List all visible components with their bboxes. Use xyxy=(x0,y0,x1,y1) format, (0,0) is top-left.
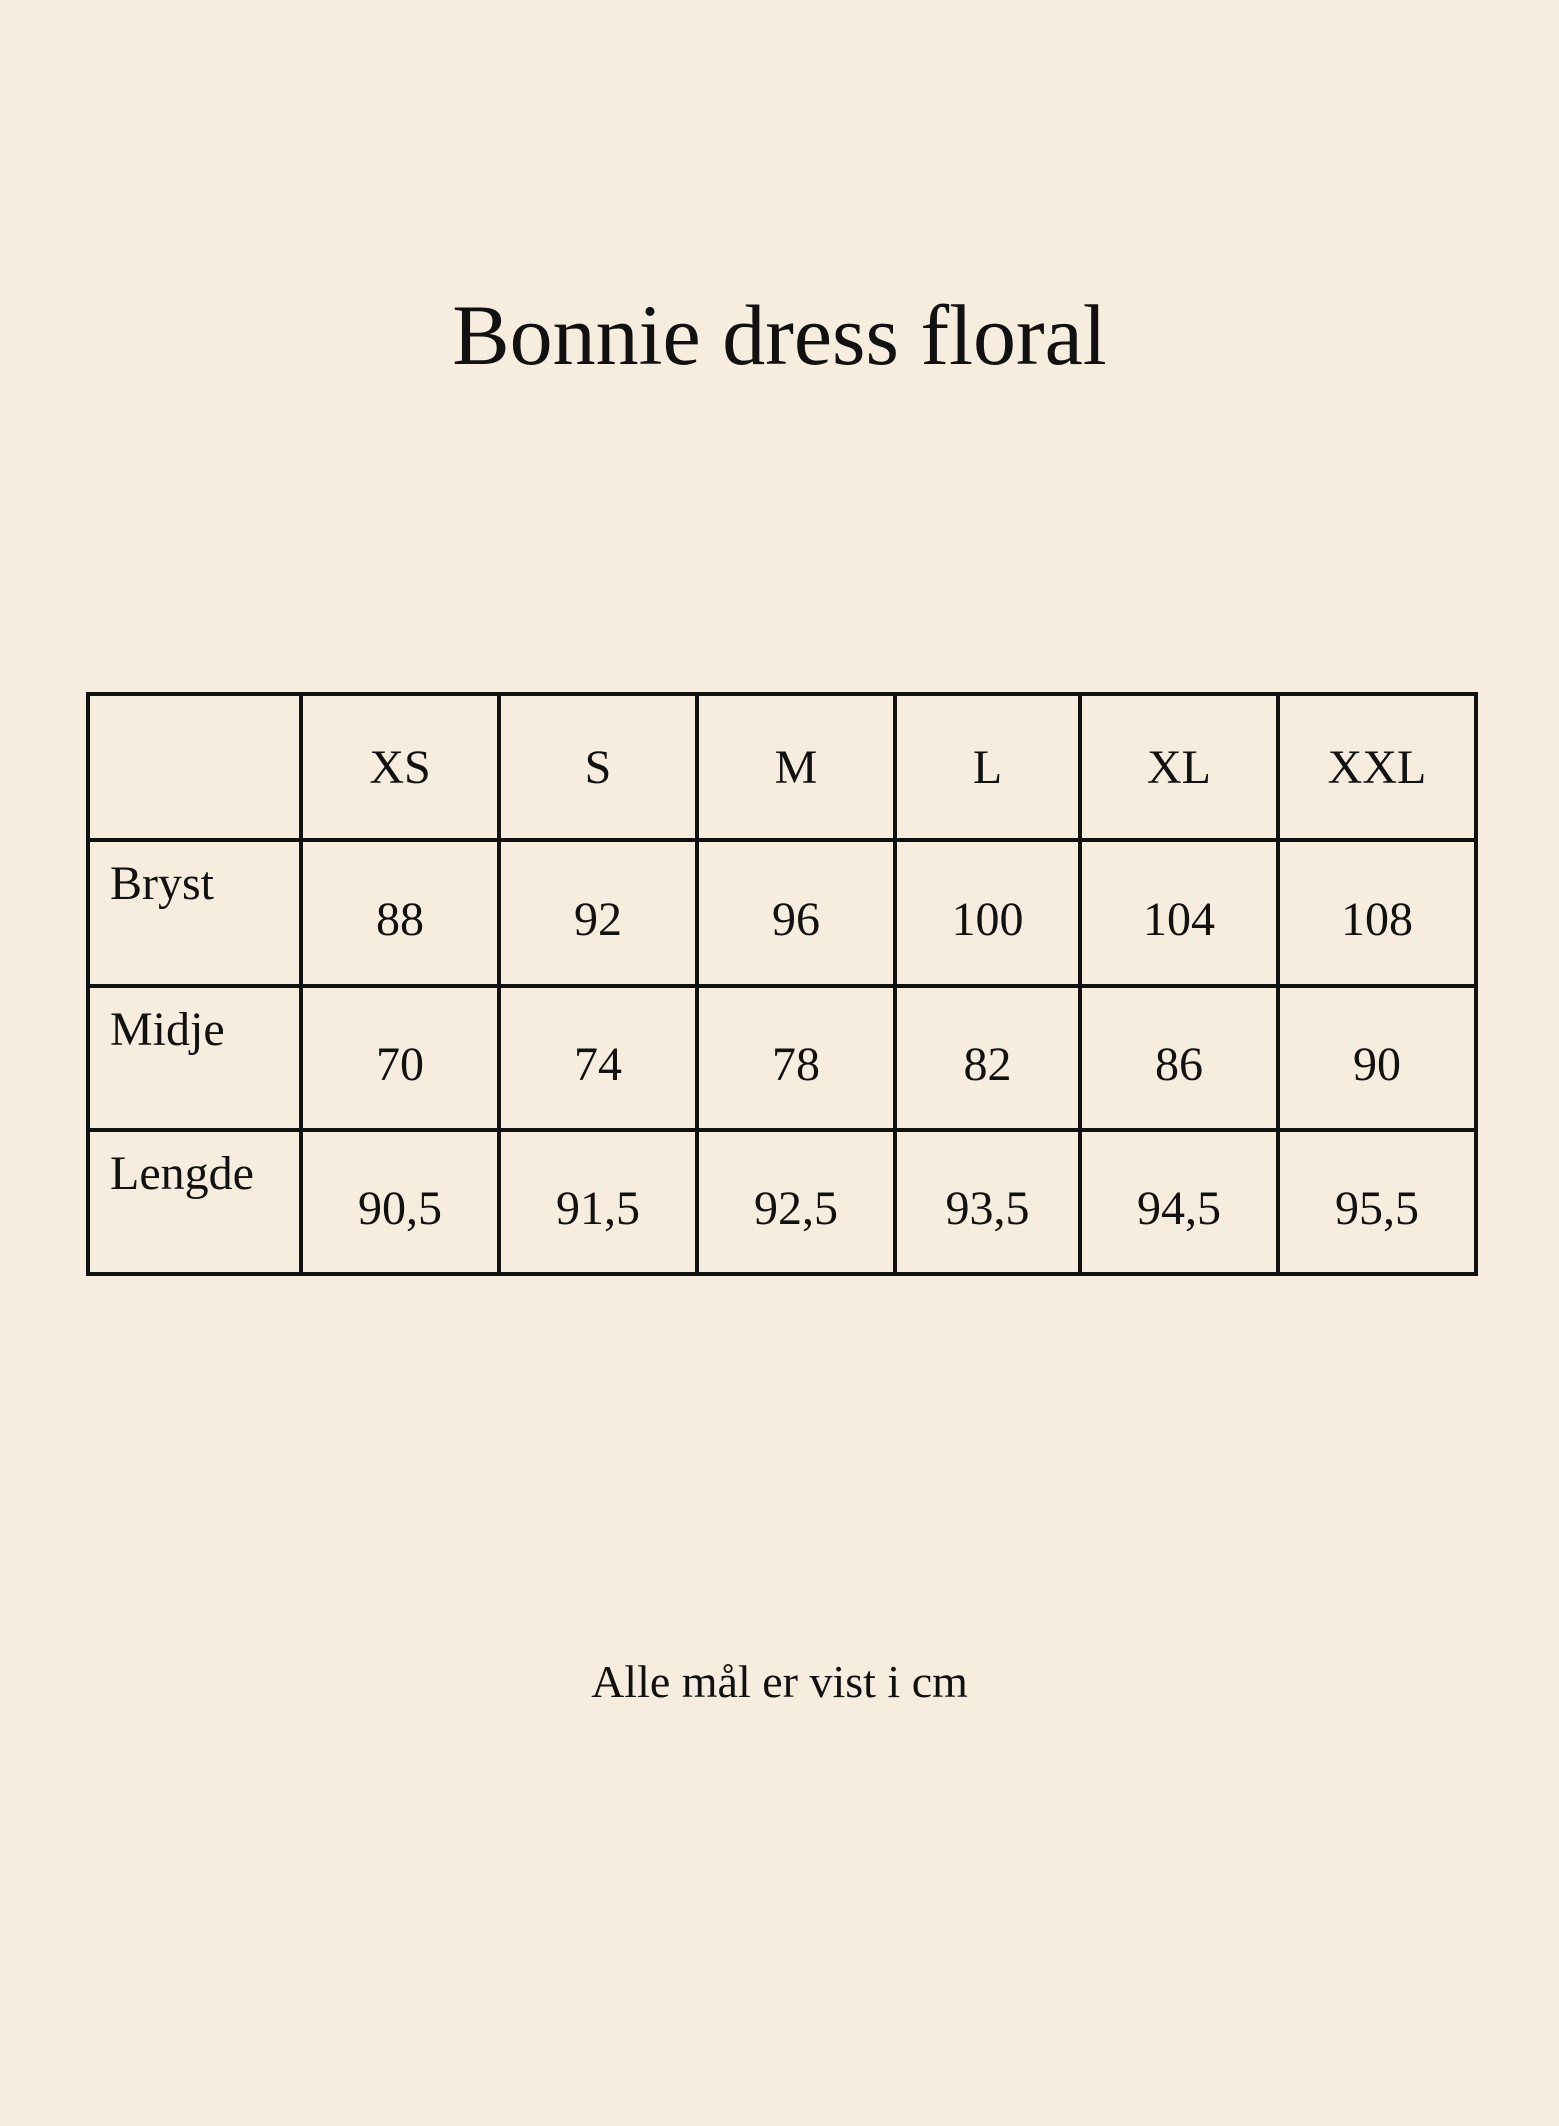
table-cell: 90 xyxy=(1278,986,1476,1130)
size-header-xl: XL xyxy=(1080,694,1278,840)
table-cell: 93,5 xyxy=(895,1130,1080,1274)
table-cell: 70 xyxy=(301,986,499,1130)
units-note: Alle mål er vist i cm xyxy=(591,1656,968,1707)
table-cell: 74 xyxy=(499,986,697,1130)
table-cell: 104 xyxy=(1080,840,1278,986)
table-header-row xyxy=(88,694,1476,840)
table-cell: 95,5 xyxy=(1278,1130,1476,1274)
row-label-lengde: Lengde xyxy=(88,1130,301,1274)
table-cell: 108 xyxy=(1278,840,1476,986)
table-row-bryst xyxy=(88,840,1476,986)
row-label-midje: Midje xyxy=(88,986,301,1130)
table-row-lengde xyxy=(88,1130,1476,1274)
size-header-s: S xyxy=(499,694,697,840)
table-corner-cell xyxy=(88,694,301,840)
row-label-bryst: Bryst xyxy=(88,840,301,986)
table-cell: 96 xyxy=(697,840,895,986)
size-table xyxy=(86,692,1478,1276)
table-cell: 82 xyxy=(895,986,1080,1130)
size-header-xxl: XXL xyxy=(1278,694,1476,840)
table-cell: 91,5 xyxy=(499,1130,697,1274)
table-row-midje xyxy=(88,986,1476,1130)
size-header-m: M xyxy=(697,694,895,840)
table-cell: 94,5 xyxy=(1080,1130,1278,1274)
table-cell: 92 xyxy=(499,840,697,986)
page-title: Bonnie dress floral xyxy=(452,287,1107,383)
table-cell: 88 xyxy=(301,840,499,986)
size-header-xs: XS xyxy=(301,694,499,840)
size-header-l: L xyxy=(895,694,1080,840)
table-cell: 86 xyxy=(1080,986,1278,1130)
table-cell: 78 xyxy=(697,986,895,1130)
table-cell: 90,5 xyxy=(301,1130,499,1274)
table-cell: 92,5 xyxy=(697,1130,895,1274)
table-cell: 100 xyxy=(895,840,1080,986)
